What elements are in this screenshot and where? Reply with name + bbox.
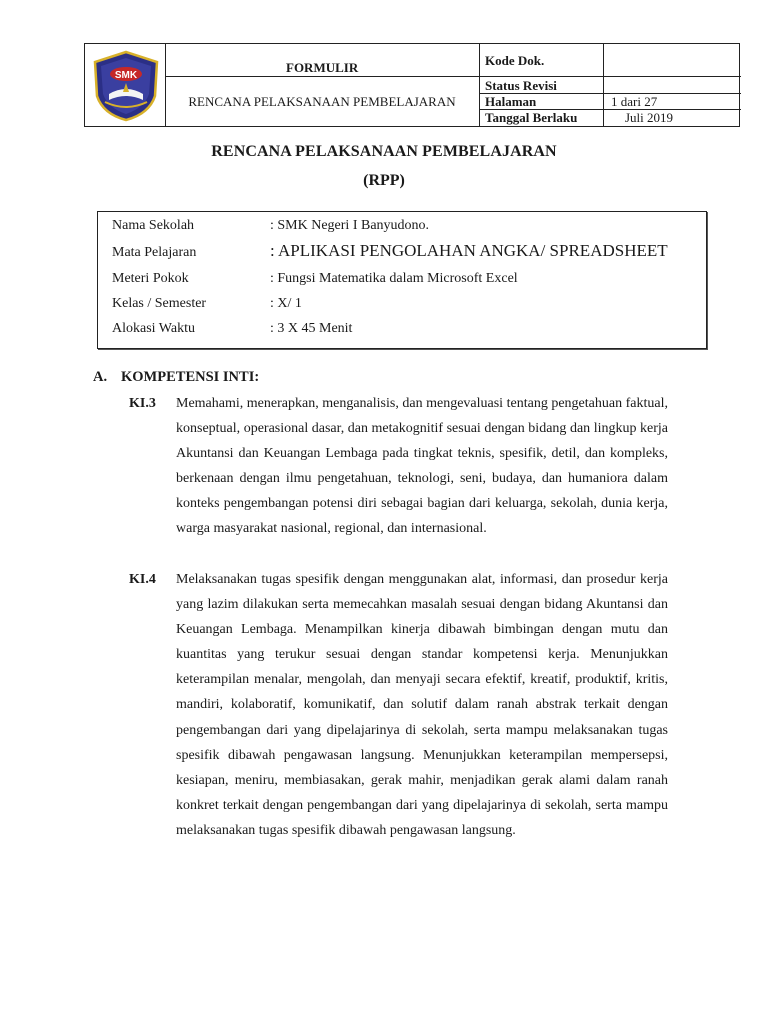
document-subtitle: (RPP) [363,172,405,189]
ki3-label: KI.3 [129,396,156,411]
header-divider [165,44,166,126]
tanggal-berlaku-label: Tanggal Berlaku [485,110,578,125]
identity-value: : SMK Negeri I Banyudono. [270,218,430,233]
identity-label: Nama Sekolah [112,218,195,233]
identity-row-class [112,296,302,312]
identity-value: : Fungsi Matematika dalam Microsoft Excel [270,271,518,286]
school-logo [91,50,161,122]
kode-dok-label: Kode Dok. [485,53,545,68]
header-divider [603,44,604,126]
identity-row-school [112,218,429,234]
status-revisi-label: Status Revisi [485,78,557,93]
ki3-text: Memahami, menerapkan, menganalisis, dan mengevaluasi tentang pengetahuan faktual, konseptual, operasional dasar, dan metakognitif sesuai dengan bidang dan lingkup kerja Akuntansi dan Keuangan Lembaga pada tingkat teknis, spesifik, detil, dan kompleks, berkenaan dengan ilmu pengetahuan, teknologi, seni, budaya, dan humaniora dalam konteks pengembangan potensi diri sebagai bagian dari keluarga, sekolah, dunia kerja, warga masyarakat nasional, regional, dan internasional. [176,396,668,537]
identity-value: : APLIKASI PENGOLAHAN ANGKA/ SPREADSHEET [270,241,668,260]
header-divider [479,44,480,126]
halaman-label: Halaman [485,94,537,109]
document-header-table [84,43,740,127]
identity-label: Meteri Pokok [112,271,189,286]
identity-row-topic [112,271,518,287]
logo-text: SMK [114,70,138,81]
identity-label: Mata Pelajaran [112,245,197,260]
identity-value: : X/ 1 [270,296,302,311]
header-divider [165,76,479,77]
section-a-heading [93,369,259,386]
section-title: KOMPETENSI INTI: [121,369,260,385]
identity-box [97,211,707,349]
ki4-text: Melaksanakan tugas spesifik dengan menggunakan alat, informasi, dan prosedur kerja yang lazim dilakukan serta memecahkan masalah sesuai dengan bidang Akuntansi dan Keuangan Lembaga. Menampilkan kinerja dibawah bimbingan dengan mutu dan kuantitas yang terukur sesuai dengan standar kompetensi kerja. Menunjukkan keterampilan menalar, mengolah, dan menyaji secara efektif, kreatif, produktif, kritis, mandiri, kolaboratif, komunikatif, dan solutif dalam ranah abstrak terkait dengan pengembangan dari yang dipelajarinya di sekolah, serta mampu melaksanakan tugas spesifik dibawah pengawasan langsung. Menunjukkan keterampilan mempersepsi, kesiapan, meniru, membiasakan, gerak mahir, menjadikan gerak alami dalam ranah konkret terkait dengan pengembangan dari yang dipelajarinya di sekolah, serta mampu melaksanakan tugas spesifik dibawah pengawasan langsung. [176,572,668,838]
form-label: FORMULIR [286,60,359,75]
header-divider [479,76,741,77]
form-title: RENCANA PELAKSANAAN PEMBELAJARAN [188,94,456,109]
ki4-label: KI.4 [129,572,156,587]
identity-value: : 3 X 45 Menit [270,321,353,336]
tanggal-berlaku-value: Juli 2019 [625,110,674,125]
identity-label: Kelas / Semester [112,296,207,311]
identity-row-subject [112,241,668,261]
halaman-value: 1 dari 27 [611,94,658,109]
identity-label: Alokasi Waktu [112,321,195,336]
document-title: RENCANA PELAKSANAAN PEMBELAJARAN [211,143,557,160]
identity-row-time [112,321,352,337]
section-letter: A. [93,369,108,385]
